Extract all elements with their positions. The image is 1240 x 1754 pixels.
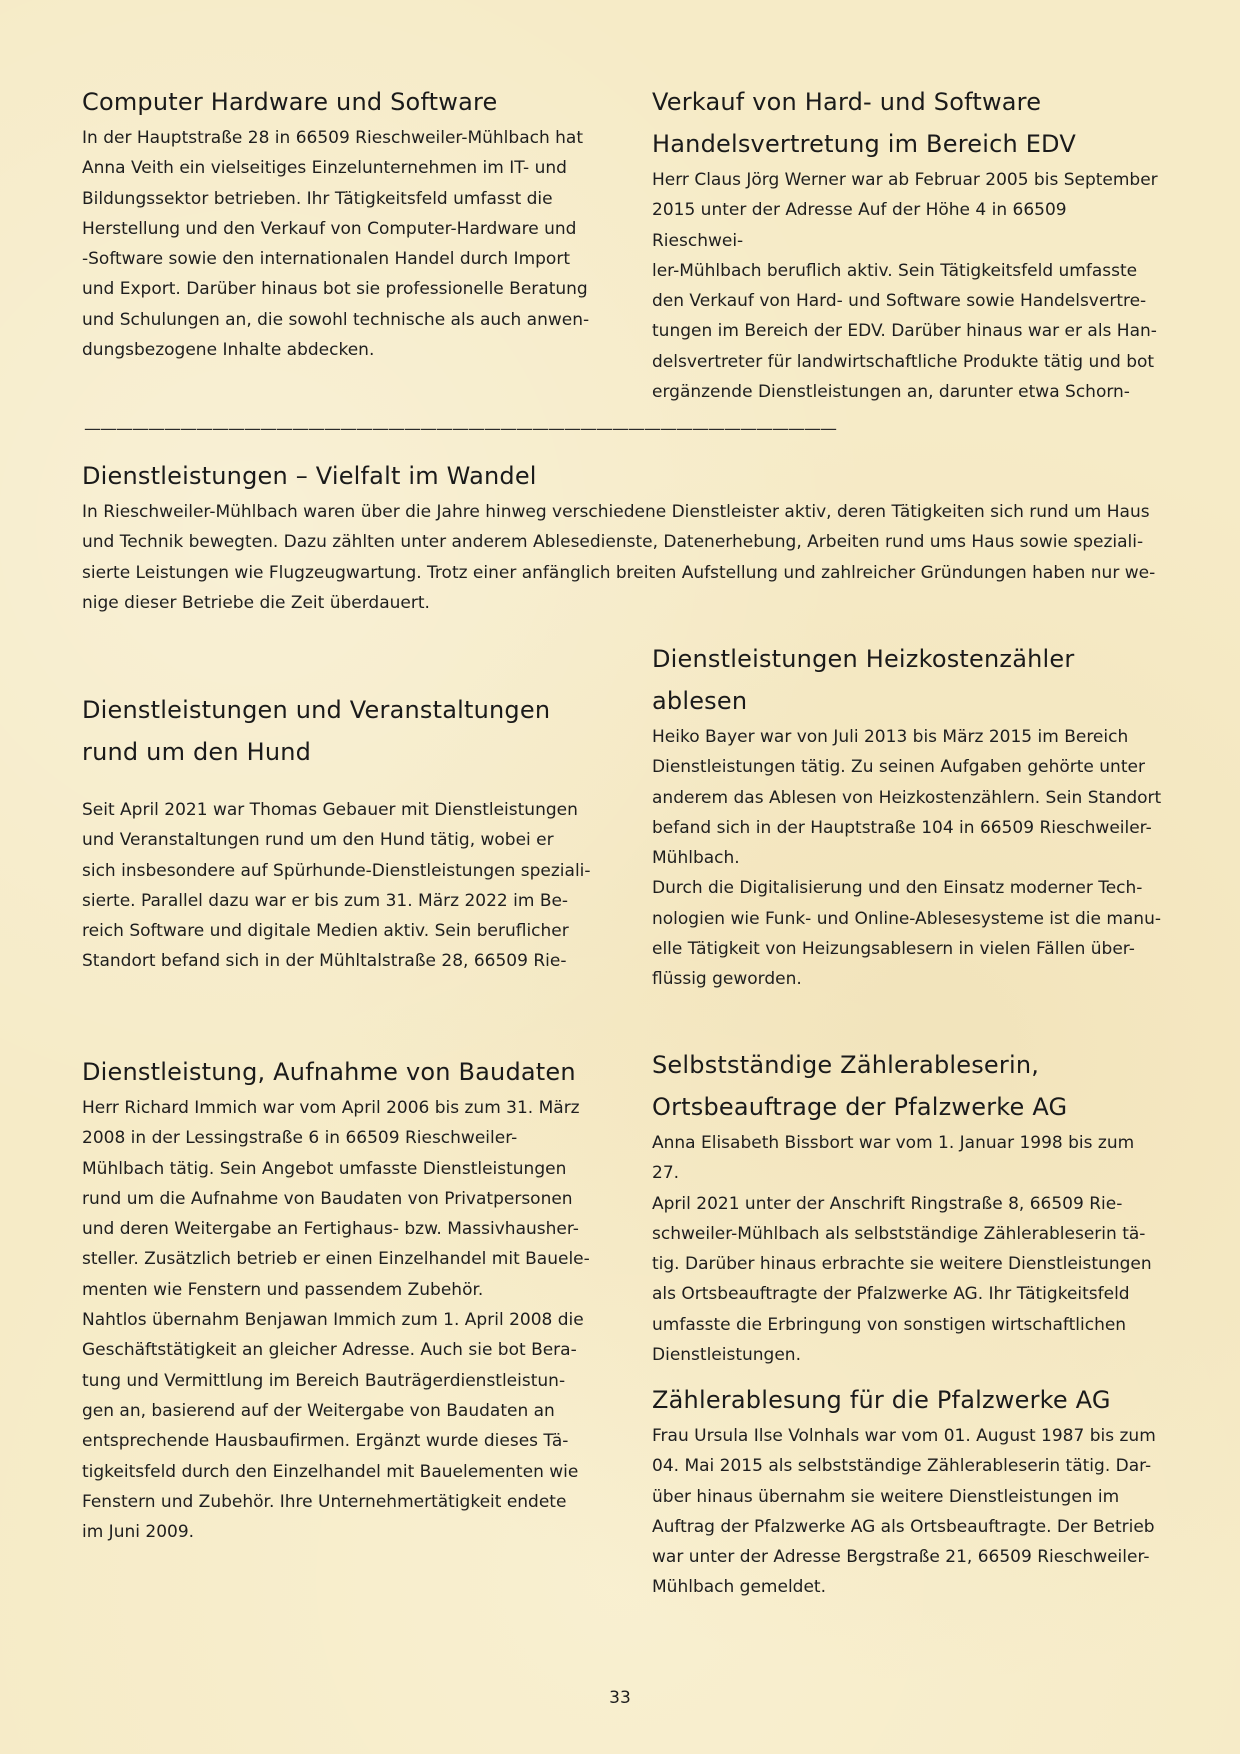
body-line: steller. Zusätzlich betrieb er einen Einzelhandel mit Bauele- (82, 1249, 590, 1270)
body-line: Anna Elisabeth Bissbort war vom 1. Januar 1998 bis zum 27. (652, 1133, 1135, 1184)
body-line: über hinaus übernahm sie weitere Dienstleistungen im (652, 1486, 1120, 1507)
section-dienstleistungen-intro (82, 455, 1162, 618)
section-body (82, 795, 592, 977)
body-line: In Rieschweiler-Mühlbach waren über die Jahre hinweg verschiedene Dienstleister aktiv, deren Tätigkeiten sich rund um Haus (82, 502, 1150, 522)
section-body (652, 722, 1162, 995)
section-body (82, 123, 592, 365)
body-line: nologien wie Funk- und Online-Ablesesysteme ist die manu- (652, 908, 1161, 929)
section-heading: Zählerablesung für die Pfalzwerke AG (652, 1386, 1111, 1414)
body-line: Mühlbach. (652, 848, 740, 869)
section-heading-line: Verkauf von Hard- und Software (652, 88, 1042, 116)
body-line: Frau Ursula Ilse Volnhals war vom 01. August 1987 bis zum (652, 1426, 1156, 1446)
body-line: und Veranstaltungen rund um den Hund tätig, wobei er (82, 830, 554, 851)
section-heading: Dienstleistungen Heizkostenzähler ablesen (652, 645, 1075, 715)
section-heading-line: Ortsbeauftrage der Pfalzwerke AG (652, 1093, 1068, 1121)
body-line: April 2021 unter der Anschrift Ringstraße 8, 66509 Rie- (652, 1193, 1123, 1214)
section-heading: Dienstleistung, Aufnahme von Baudaten (82, 1058, 576, 1086)
section-heading-line: rund um den Hund (82, 738, 312, 766)
body-line: 2015 unter der Adresse Auf der Höhe 4 in 66509 Rieschwei- (652, 200, 1067, 251)
section-hardware-software (82, 81, 592, 365)
section-heading-line: Handelsvertretung im Bereich EDV (652, 130, 1076, 158)
body-line: Geschäftstätigkeit an gleicher Adresse. Auch sie bot Bera- (82, 1340, 577, 1361)
body-line: reich Software und digitale Medien aktiv. Sein beruflicher (82, 921, 569, 942)
body-line: und Schulungen an, die sowohl technische als auch anwen- (82, 309, 590, 330)
body-line: gen an, basierend auf der Weitergabe von Baudaten an (82, 1400, 555, 1421)
body-line: dungsbezogene Inhalte abdecken. (82, 340, 375, 361)
body-line: tig. Darüber hinaus erbrachte sie weitere Dienstleistungen (652, 1254, 1152, 1275)
body-line: tungen im Bereich der EDV. Darüber hinaus war er als Han- (652, 321, 1157, 342)
body-line: sierte. Parallel dazu war er bis zum 31. März 2022 im Be- (82, 890, 569, 911)
body-line: Standort befand sich in der Mühltalstraße 28, 66509 Rie- (82, 951, 567, 972)
section-heading-line: Selbstständige Zählerableserin, (652, 1051, 1040, 1079)
section-zaehlerableserin (652, 1044, 1162, 1370)
body-line: Dienstleistungen tätig. Zu seinen Aufgaben gehörte unter (652, 757, 1145, 778)
section-baudaten (82, 1051, 592, 1547)
section-body (652, 1128, 1162, 1370)
section-heading-line: Dienstleistungen und Veranstaltungen (82, 696, 551, 724)
body-line: sierte Leistungen wie Flugzeugwartung. Trotz einer anfänglich breiten Aufstellung und zahlreicher Gründungen haben nur we- (82, 562, 1156, 583)
body-line: In der Hauptstraße 28 in 66509 Rieschweiler-Mühlbach hat (82, 128, 583, 148)
body-line: menten wie Fenstern und passendem Zubehör. (82, 1279, 484, 1300)
body-line: Fenstern und Zubehör. Ihre Unternehmertätigkeit endete (82, 1491, 567, 1512)
body-line: nige dieser Betriebe die Zeit überdauert. (82, 592, 430, 613)
section-heading: Dienstleistungen – Vielfalt im Wandel (82, 462, 537, 490)
body-line: sich insbesondere auf Spürhunde-Dienstleistungen speziali- (82, 860, 591, 881)
section-heading: Computer Hardware und Software (82, 88, 498, 116)
body-line: den Verkauf von Hard- und Software sowie Handelsvertre- (652, 291, 1147, 312)
body-line: Herr Richard Immich war vom April 2006 bis zum 31. März (82, 1098, 580, 1118)
body-line: Herr Claus Jörg Werner war ab Februar 2005 bis September (652, 170, 1158, 190)
body-line: Seit April 2021 war Thomas Gebauer mit Dienstleistungen (82, 800, 578, 820)
body-line: und deren Weitergabe an Fertighaus- bzw. Massivhausher- (82, 1219, 579, 1240)
body-line: tigkeitsfeld durch den Einzelhandel mit Bauelementen wie (82, 1461, 579, 1482)
body-line: Mühlbach tätig. Sein Angebot umfasste Dienstleistungen (82, 1158, 567, 1179)
body-line: entsprechende Hausbaufirmen. Ergänzt wurde dieses Tä- (82, 1431, 569, 1452)
body-line: Mühlbach gemeldet. (652, 1577, 826, 1598)
body-line: im Juni 2009. (82, 1522, 195, 1543)
body-line: flüssig geworden. (652, 969, 802, 990)
body-line: befand sich in der Hauptstraße 104 in 66509 Rieschweiler- (652, 817, 1152, 838)
section-verkauf-edv (652, 81, 1162, 407)
section-hund (82, 689, 592, 977)
body-line: Auftrag der Pfalzwerke AG als Ortsbeauftragte. Der Betrieb (652, 1516, 1155, 1537)
section-body (82, 497, 1162, 618)
body-line: 04. Mai 2015 als selbstständige Zählerableserin tätig. Dar- (652, 1456, 1152, 1477)
section-body (82, 1093, 592, 1547)
body-line: umfasste die Erbringung von sonstigen wirtschaftlichen (652, 1314, 1127, 1335)
body-line: Durch die Digitalisierung und den Einsatz moderner Tech- (652, 878, 1143, 899)
body-line: war unter der Adresse Bergstraße 21, 66509 Rieschweiler- (652, 1547, 1150, 1568)
body-line: Nahtlos übernahm Benjawan Immich zum 1. April 2008 die (82, 1310, 584, 1331)
section-pfalzwerke (652, 1379, 1162, 1603)
section-body (652, 1421, 1162, 1603)
body-line: ler-Mühlbach beruflich aktiv. Sein Tätigkeitsfeld umfasste (652, 260, 1138, 281)
page-number: 33 (609, 1688, 631, 1708)
section-heizkosten (652, 638, 1162, 995)
body-line: ergänzende Dienstleistungen an, darunter etwa Schorn- (652, 382, 1130, 403)
body-line: Dienstleistungen. (652, 1345, 801, 1366)
body-line: und Export. Darüber hinaus bot sie professionelle Beratung (82, 279, 588, 300)
body-line: Bildungssektor betrieben. Ihr Tätigkeitsfeld umfasst die (82, 188, 553, 209)
body-line: 2008 in der Lessingstraße 6 in 66509 Rieschweiler- (82, 1128, 518, 1149)
body-line: delsvertreter für landwirtschaftliche Produkte tätig und bot (652, 351, 1155, 372)
body-line: tung und Vermittlung im Bereich Bauträgerdienstleistun- (82, 1370, 566, 1391)
body-line: Herstellung und den Verkauf von Computer-Hardware und (82, 218, 577, 239)
section-body (652, 165, 1162, 407)
body-line: als Ortsbeauftragte der Pfalzwerke AG. Ihr Tätigkeitsfeld (652, 1284, 1130, 1305)
body-line: elle Tätigkeit von Heizungsablesern in vielen Fällen über- (652, 939, 1135, 960)
body-line: Heiko Bayer war von Juli 2013 bis März 2015 im Bereich (652, 727, 1129, 747)
body-line: schweiler-Mühlbach als selbstständige Zählerableserin tä- (652, 1223, 1146, 1244)
body-line: Anna Veith ein vielseitiges Einzelunternehmen im IT- und (82, 158, 567, 179)
body-line: rund um die Aufnahme von Baudaten von Privatpersonen (82, 1188, 573, 1209)
section-divider: ——————————————————————————————————————————————— (84, 419, 836, 439)
body-line: -Software sowie den internationalen Handel durch Import (82, 249, 570, 270)
body-line: und Technik bewegten. Dazu zählten unter anderem Ablesedienste, Datenerhebung, Arbeiten rund ums Haus sowie speziali- (82, 532, 1144, 553)
body-line: anderem das Ablesen von Heizkostenzählern. Sein Standort (652, 787, 1162, 808)
